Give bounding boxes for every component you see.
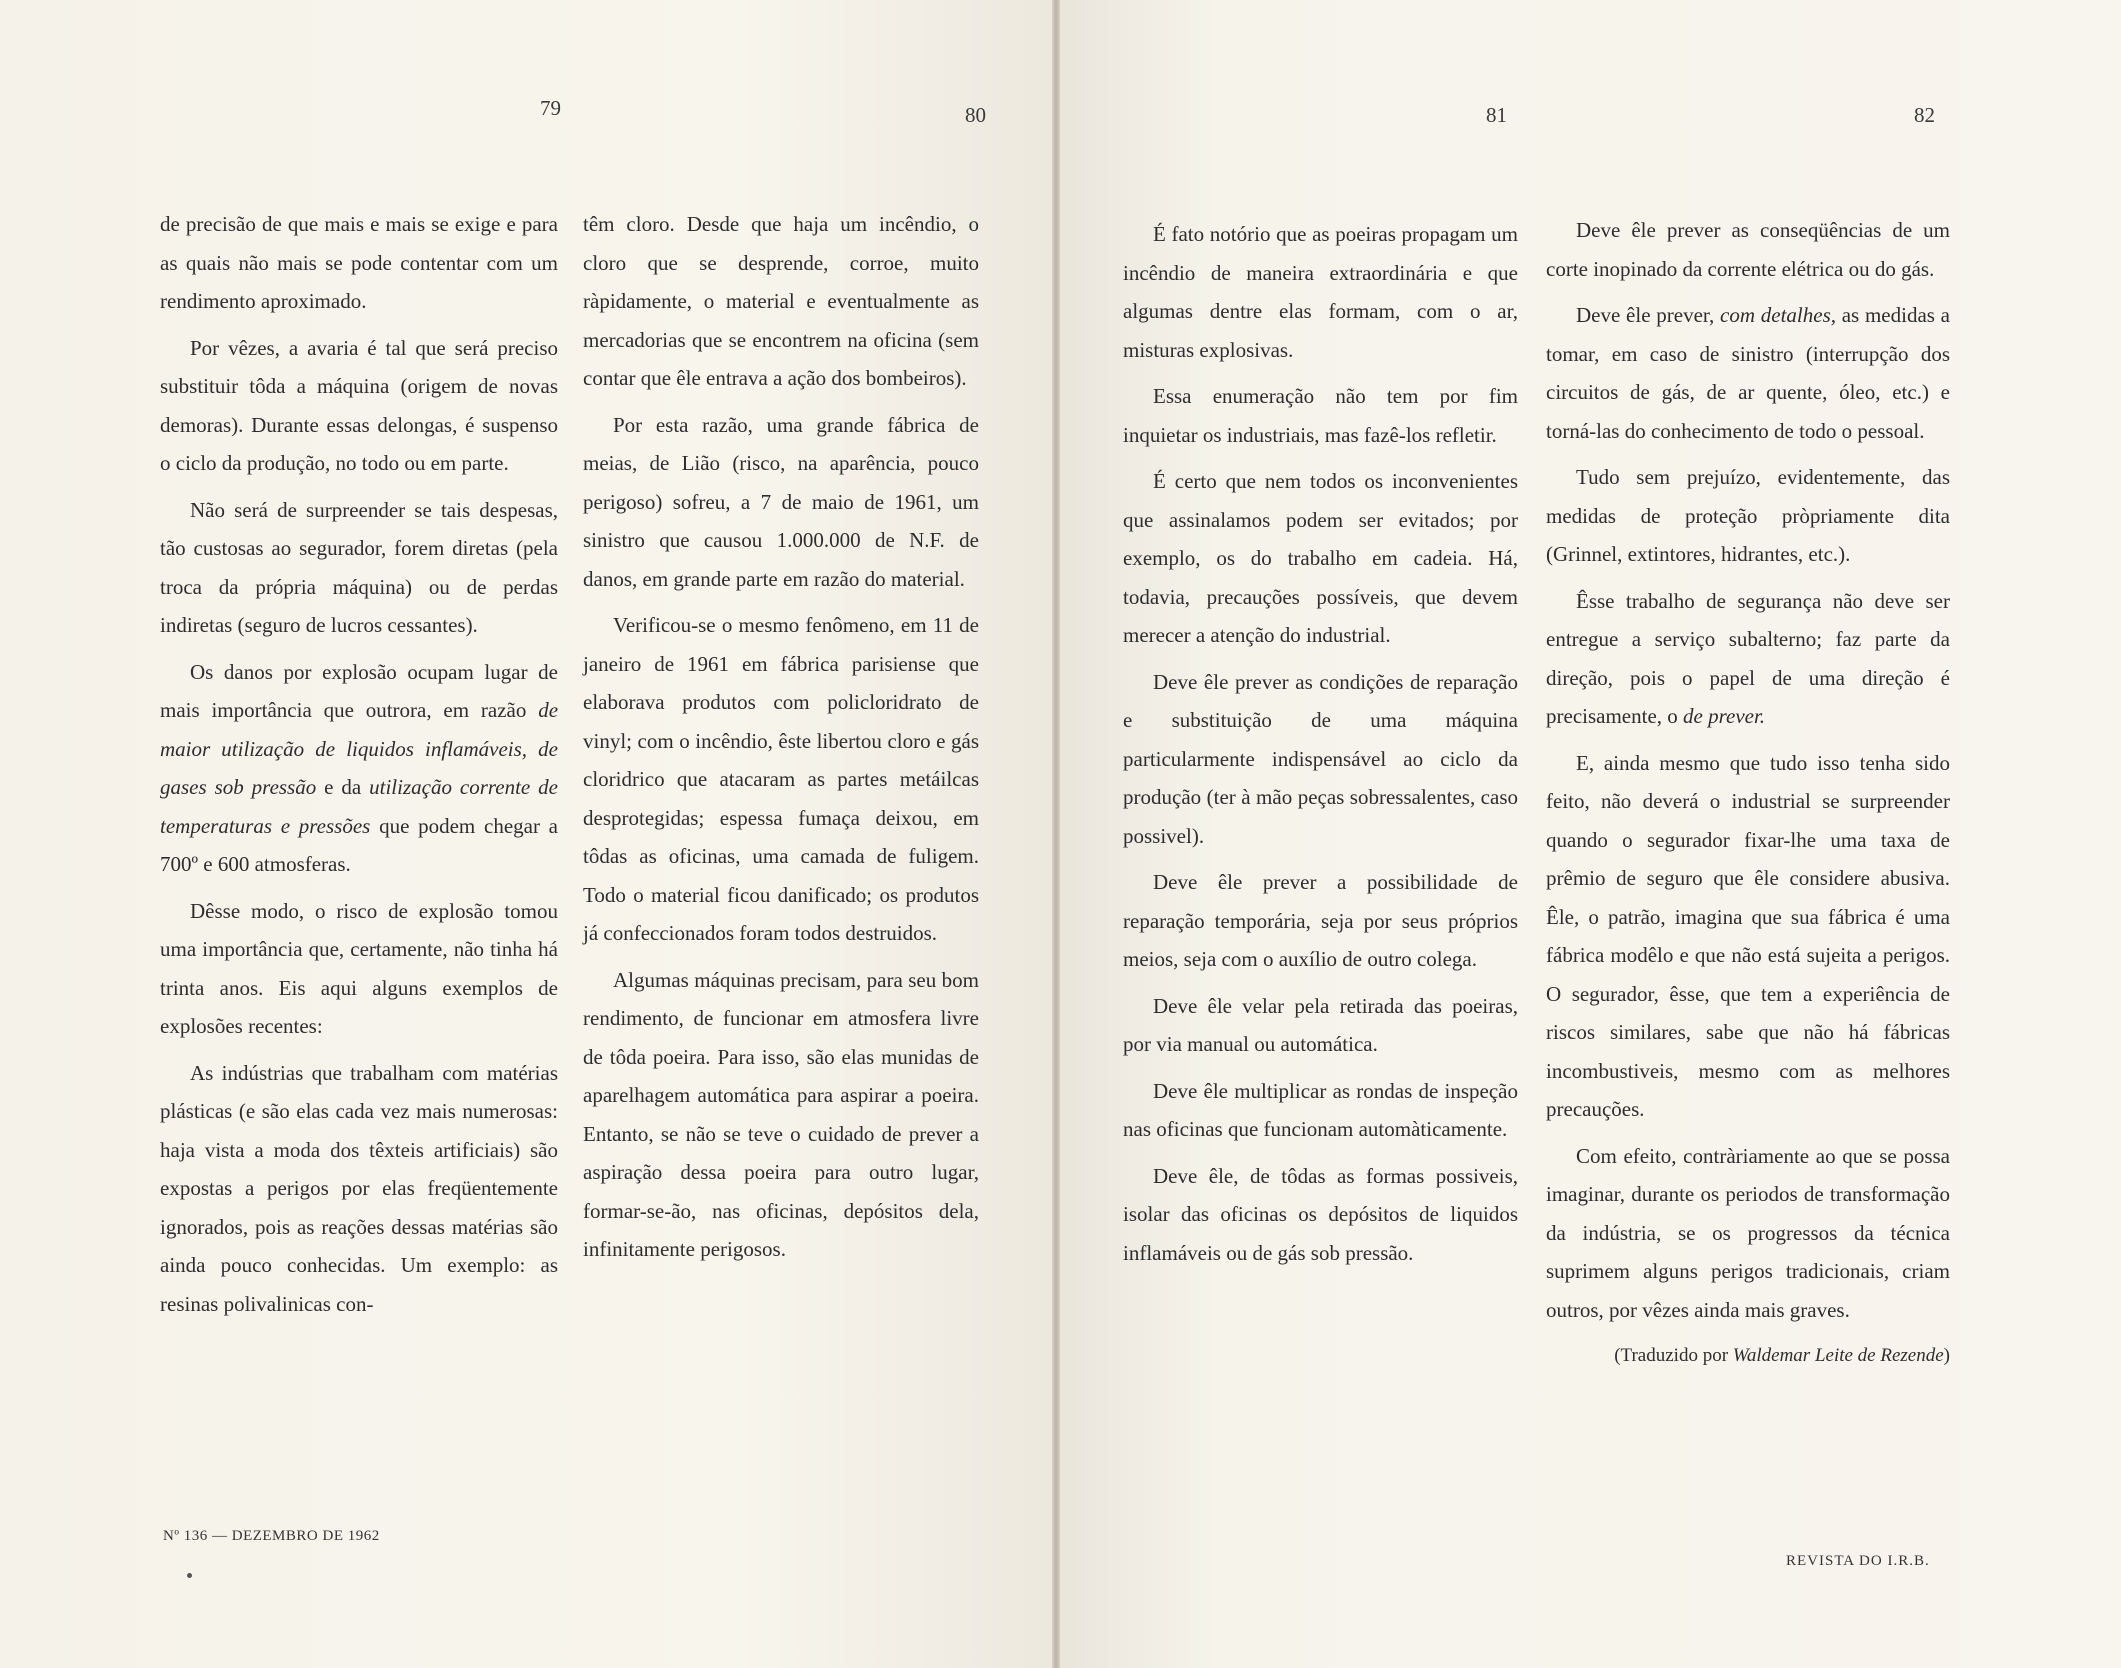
paragraph: Algumas máquinas precisam, para seu bom rendimento, de funcionar em atmosfera livre de tôda poeira. Para isso, são elas munidas de aparelhagem automática para aspirar a poeira. Entanto, se não se teve o cuidado de prever a aspiração dessa poeira para outro lugar, formar-se-ão, nas oficinas, depósitos dela, infinitamente perigosos. xyxy=(583,967,979,1261)
paragraph: Deve êle prever as condições de reparação e substituição de uma máquina particularmente indispensável ao ciclo da produção (ter à mão peças sobressalentes, caso possivel). xyxy=(1123,669,1518,848)
paragraph: É fato notório que as poeiras propagam um incêndio de maneira extraordinária e que algumas dentre elas formam, com o ar, misturas explosivas. xyxy=(1123,222,1518,362)
paragraph: de precisão de que mais e mais se exige e para as quais não mais se pode contentar com um rendimento aproximado. xyxy=(160,212,558,313)
paragraph: Deve êle multiplicar as rondas de inspeção nas oficinas que funcionam automàticamente. xyxy=(1123,1078,1518,1141)
paragraph: Deve êle prever a possibilidade de reparação temporária, seja por seus próprios meios, seja com o auxílio de outro colega. xyxy=(1123,870,1518,971)
paragraph: Deve êle prever as conseqüências de um corte inopinado da corrente elétrica ou do gás. xyxy=(1546,218,1950,281)
paragraph: Não será de surpreender se tais despesas, tão custosas ao segurador, forem diretas (pela troca da própria máquina) ou de perdas indiretas (seguro de lucros cessantes). xyxy=(160,497,558,637)
paragraph: Deve êle prever, com detalhes, as medidas a tomar, em caso de sinistro (interrupção dos circuitos de gás, de ar quente, óleo, etc.) e torná-las do conhecimento de todo o pessoal. xyxy=(1546,303,1950,443)
paragraph: As indústrias que trabalham com matérias plásticas (e são elas cada vez mais numerosas: haja vista a moda dos têxteis artificiais) são expostas a perigos por elas freqüentemente ignorados, pois as reações dessas matérias são ainda pouco conhecidas. Um exemplo: as resinas polivalinicas con- xyxy=(160,1060,558,1316)
ink-dot xyxy=(187,1573,192,1578)
column-page-79 xyxy=(160,205,558,1331)
paragraph: Tudo sem prejuízo, evidentemente, das medidas de proteção pròpriamente dita (Grinnel, extintores, hidrantes, etc.). xyxy=(1546,465,1950,566)
page-number-79: 79 xyxy=(540,96,561,120)
paragraph: têm cloro. Desde que haja um incêndio, o cloro que se desprende, corroe, muito ràpidamente, o material e eventualmente as mercadorias que se encontrem na oficina (sem contar que êle entrava a ação dos bombeiros). xyxy=(583,212,979,390)
paragraph: Com efeito, contràriamente ao que se possa imaginar, durante os periodos de transformação da indústria, se os progressos da técnica suprimem alguns perigos tradicionais, criam outros, por vêzes ainda mais graves. xyxy=(1546,1143,1950,1322)
issue-footer: Nº 136 — DEZEMBRO DE 1962 xyxy=(163,1528,380,1544)
paragraph: Essa enumeração não tem por fim inquietar os industriais, mas fazê-los refletir. xyxy=(1123,384,1518,447)
column-page-82 xyxy=(1546,211,1950,1384)
page-number-81: 81 xyxy=(1486,103,1507,127)
translator-credit: (Traduzido por Waldemar Leite de Rezende) xyxy=(1614,1345,1950,1366)
paragraph: Por vêzes, a avaria é tal que será preciso substituir tôda a máquina (origem de novas demoras). Durante essas delongas, é suspenso o ciclo da produção, no todo ou em parte. xyxy=(160,335,558,475)
paragraph: Dêsse modo, o risco de explosão tomou uma importância que, certamente, não tinha há trinta anos. Eis aqui alguns exemplos de explosões recentes: xyxy=(160,898,558,1038)
paragraph: Deve êle, de tôdas as formas possiveis, isolar das oficinas os depósitos de liquidos inflamáveis ou de gás sob pressão. xyxy=(1123,1163,1518,1265)
paragraph: Êsse trabalho de segurança não deve ser entregue a serviço subalterno; faz parte da direção, pois o papel de uma direção é precisamente, o de prever. xyxy=(1546,588,1950,728)
page-number-80: 80 xyxy=(965,103,986,127)
page-number-82: 82 xyxy=(1914,103,1935,127)
book-gutter xyxy=(1052,0,1060,1668)
journal-footer: REVISTA DO I.R.B. xyxy=(1786,1553,1930,1569)
paragraph: É certo que nem todos os inconvenientes que assinalamos podem ser evitados; por exemplo, os do trabalho em cadeia. Há, todavia, precauções possíveis, que devem merecer a atenção do industrial. xyxy=(1123,469,1518,647)
paragraph: E, ainda mesmo que tudo isso tenha sido feito, não deverá o industrial se surpreender quando o segurador fixar-lhe uma taxa de prêmio de seguro que êle considere abusiva. Êle, o patrão, imagina que sua fábrica é uma fábrica modêlo e que não está sujeita a perigos. O segurador, êsse, que tem a experiência de riscos similares, sabe que não há fábricas incombustiveis, mesmo com as melhores precauções. xyxy=(1546,750,1950,1121)
paragraph: Por esta razão, uma grande fábrica de meias, de Lião (risco, na aparência, pouco perigoso) sofreu, a 7 de maio de 1961, um sinistro que causou 1.000.000 de N.F. de danos, em grande parte em razão do material. xyxy=(583,412,979,591)
paragraph: Os danos por explosão ocupam lugar de mais importância que outrora, em razão de maior utilização de liquidos inflamáveis, de gases sob pressão e da utilização corrente de temperaturas e pressões que podem chegar a 700º e 600 atmosferas. xyxy=(160,659,559,876)
paragraph: Deve êle velar pela retirada das poeiras, por via manual ou automática. xyxy=(1123,993,1518,1056)
paragraph: Verificou-se o mesmo fenômeno, em 11 de janeiro de 1961 em fábrica parisiense que elaborava produtos com policloridrato de vinyl; com o incêndio, êste libertou cloro e gás cloridrico que atacaram as partes metáilcas desprotegidas; espessa fumaça deixou, em tôdas as oficinas, uma camada de fuligem. Todo o material ficou danificado; os produtos já confeccionados foram todos destruidos. xyxy=(583,613,979,945)
column-page-80 xyxy=(583,205,979,1277)
column-page-81 xyxy=(1123,215,1518,1280)
